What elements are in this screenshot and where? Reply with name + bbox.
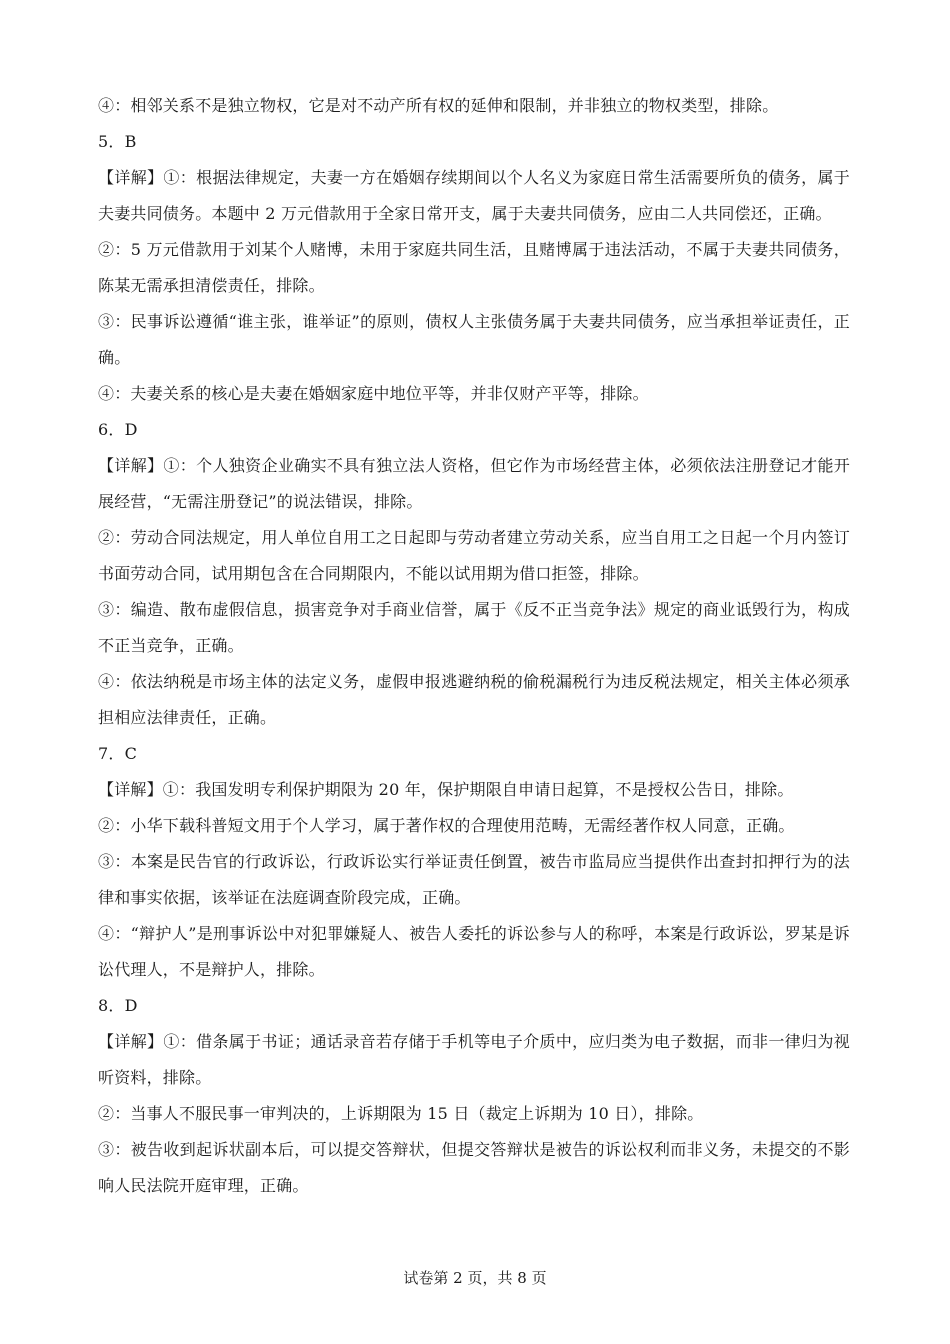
text-line: 5．B	[98, 132, 137, 151]
text-line: 【详解】①：个人独资企业确实不具有独立法人资格，但它作为市场经营主体，必须依法注册登记才能开	[98, 456, 850, 475]
text-line: ④：依法纳税是市场主体的法定义务，虚假申报逃避纳税的偷税漏税行为违反税法规定，相关主体必须承	[98, 672, 850, 691]
text-line: ②：5 万元借款用于刘某个人赌博，未用于家庭共同生活，且赌博属于违法活动，不属于夫妻共同债务，	[98, 240, 850, 259]
text-line: ④：“辩护人”是刑事诉讼中对犯罪嫌疑人、被告人委托的诉讼参与人的称呼，本案是行政诉讼，罗某是诉	[98, 924, 850, 943]
text-line: 6．D	[98, 420, 138, 439]
text-line: ②：小华下载科普短文用于个人学习，属于著作权的合理使用范畴，无需经著作权人同意，正确。	[98, 816, 795, 835]
text-line: ③：被告收到起诉状副本后，可以提交答辩状，但提交答辩状是被告的诉讼权利而非义务，未提交的不影	[98, 1140, 850, 1159]
text-line: 8．D	[98, 996, 138, 1015]
text-line: ②：当事人不服民事一审判决的，上诉期限为 15 日（裁定上诉期为 10 日），排除。	[98, 1104, 704, 1123]
text-line: ④：夫妻关系的核心是夫妻在婚姻家庭中地位平等，并非仅财产平等，排除。	[98, 384, 649, 403]
text-line: ③：民事诉讼遵循“谁主张，谁举证”的原则，债权人主张债务属于夫妻共同债务，应当承担举证责任，正	[98, 312, 850, 331]
text-line: 展经营，“无需注册登记”的说法错误，排除。	[98, 492, 423, 511]
text-line: 陈某无需承担清偿责任，排除。	[98, 276, 325, 295]
text-line: 书面劳动合同，试用期包含在合同期限内，不能以试用期为借口拒签，排除。	[98, 564, 649, 583]
text-line: 确。	[98, 348, 131, 367]
text-line: 担相应法律责任，正确。	[98, 708, 277, 727]
text-line: 不正当竞争，正确。	[98, 636, 244, 655]
text-line: 7．C	[98, 744, 138, 763]
text-line: 【详解】①：根据法律规定，夫妻一方在婚姻存续期间以个人名义为家庭日常生活需要所负的债务，属于	[98, 168, 850, 187]
text-line: ②：劳动合同法规定，用人单位自用工之日起即与劳动者建立劳动关系，应当自用工之日起一个月内签订	[98, 528, 850, 547]
text-line: ④：相邻关系不是独立物权，它是对不动产所有权的延伸和限制，并非独立的物权类型，排除。	[98, 96, 779, 115]
page-footer: 试卷第 2 页，共 8 页	[403, 1269, 547, 1287]
text-line: 响人民法院开庭审理，正确。	[98, 1176, 309, 1195]
text-line: ③：本案是民告官的行政诉讼，行政诉讼实行举证责任倒置，被告市监局应当提供作出查封扣押行为的法	[98, 852, 850, 871]
text-line: 【详解】①：我国发明专利保护期限为 20 年，保护期限自申请日起算，不是授权公告日，排除。	[98, 780, 794, 799]
text-line: ③：编造、散布虚假信息，损害竞争对手商业信誉，属于《反不正当竞争法》规定的商业诋毁行为，构成	[98, 600, 850, 619]
text-line: 听资料，排除。	[98, 1068, 212, 1087]
document-body	[98, 96, 850, 1212]
text-line: 【详解】①：借条属于书证；通话录音若存储于手机等电子介质中，应归类为电子数据，而非一律归为视	[98, 1032, 850, 1051]
text-line: 夫妻共同债务。本题中 2 万元借款用于全家日常开支，属于夫妻共同债务，应由二人共同偿还，正确。	[98, 204, 832, 223]
text-line: 律和事实依据，该举证在法庭调查阶段完成，正确。	[98, 888, 471, 907]
text-line: 讼代理人，不是辩护人，排除。	[98, 960, 325, 979]
